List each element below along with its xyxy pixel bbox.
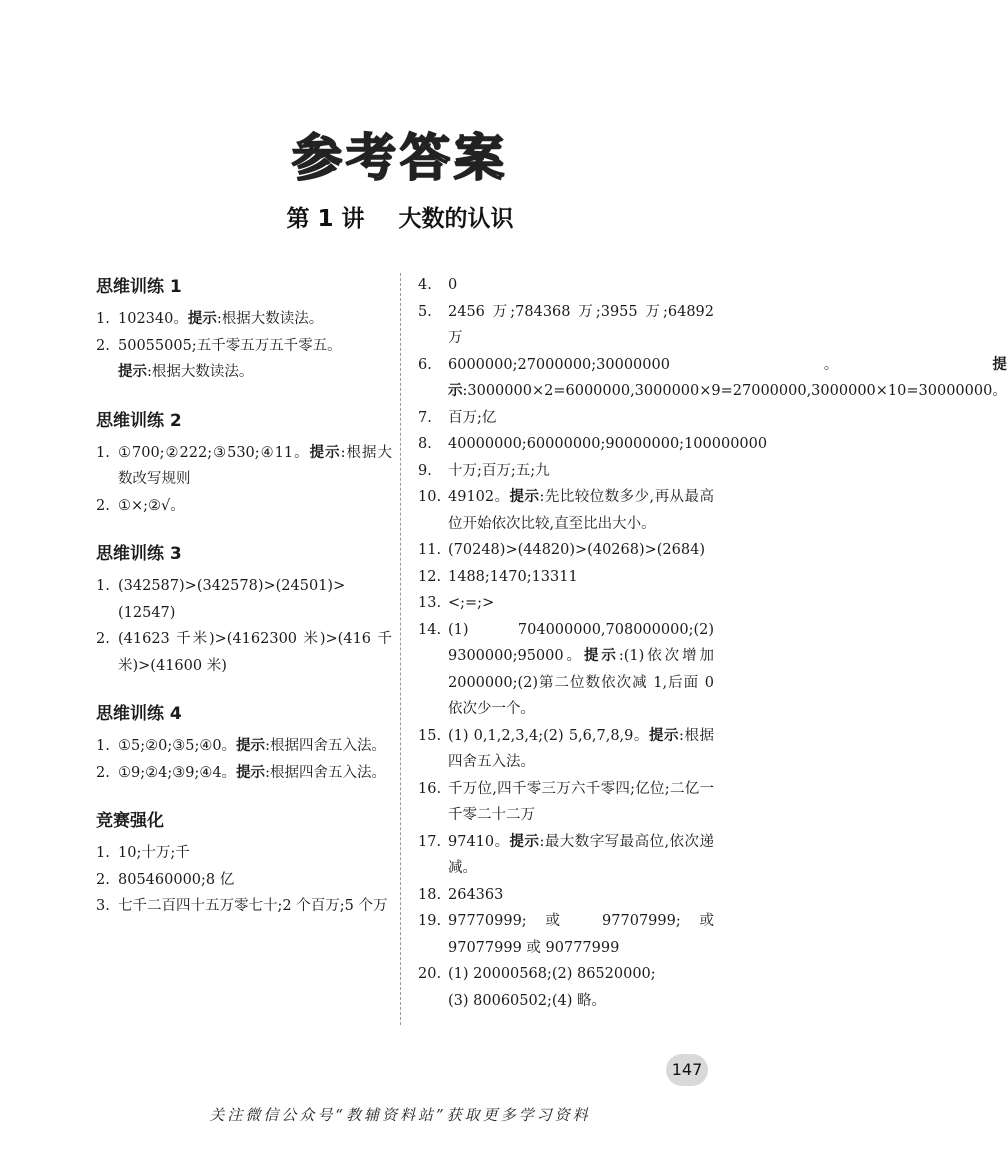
section-training-4 — [96, 699, 392, 786]
hint-label: 提示 — [118, 364, 147, 380]
item-number: 15. — [418, 727, 442, 744]
hint-label: 提示 — [187, 311, 217, 327]
answer-item — [418, 564, 714, 591]
lecture-name: 大数的认识 — [398, 206, 514, 232]
answer-item — [96, 840, 392, 867]
hint-label: 提示 — [509, 489, 540, 505]
item-number: 17. — [418, 833, 442, 850]
item-text: 千万位,四千零三万六千零四;亿位;二亿一千零二十二万 — [448, 780, 714, 823]
item-text: ①×;②√。 — [118, 497, 185, 514]
section-training-1 — [96, 272, 392, 386]
hint-label: 提示 — [648, 727, 680, 744]
answer-item — [96, 626, 392, 679]
item-number: 2. — [96, 764, 110, 781]
item-number: 12. — [418, 568, 442, 585]
item-number: 5. — [418, 303, 432, 320]
item-text: (1) 20000568;(2) 86520000; (3) 80060502;(4) 略。 — [448, 966, 656, 1009]
item-number: 8. — [418, 436, 432, 452]
footer-note: 关注微信公众号“教辅资料站”获取更多学习资料 — [209, 1106, 591, 1124]
section-competition — [96, 806, 392, 920]
item-number: 19. — [418, 913, 442, 929]
item-text: 1488;1470;13311 — [448, 568, 578, 585]
section-heading: 竞赛强化 — [96, 811, 164, 831]
item-number: 16. — [418, 780, 442, 797]
item-text: 97410。提示:最大数字写最高位,依次递减。 — [448, 833, 714, 876]
item-text: (1) 704000000,708000000;(2) 9300000;95000。提示:(1)依次增加 2000000;(2)第二位数依次减 1,后面 0 依次少一个。 — [448, 621, 715, 717]
item-text: 0 — [448, 277, 458, 293]
item-text: 50055005;五千零五万五千零五。 提示:根据大数读法。 — [118, 337, 342, 380]
answer-item — [96, 867, 392, 894]
item-text: 97770999;或 97707999;或 97077999 或 90777999 — [448, 913, 714, 956]
item-number: 1. — [96, 578, 110, 594]
answer-item — [418, 431, 768, 458]
item-text: (342587)>(342578)>(24501)>(12547) — [118, 578, 346, 621]
page-number: 147 — [666, 1054, 708, 1086]
item-number: 20. — [418, 966, 442, 982]
item-text: 七千二百四十五万零七十;2 个百万;5 个万 — [118, 898, 388, 914]
item-number: 1. — [96, 444, 110, 461]
answer-item — [96, 333, 392, 386]
item-number: 1. — [96, 845, 110, 861]
item-text: ①700;②222;③530;④11。提示:根据大数改写规则 — [118, 444, 393, 487]
item-text: ①9;②4;③9;④4。提示:根据四舍五入法。 — [118, 764, 386, 781]
item-number: 4. — [418, 277, 432, 293]
right-column — [418, 272, 1007, 1014]
answer-item — [418, 961, 714, 1014]
hint-label: 提示 — [236, 764, 266, 781]
answer-item — [96, 733, 392, 760]
answer-item — [418, 458, 714, 485]
hint-label: 提示 — [236, 738, 266, 754]
item-number: 10. — [418, 489, 442, 505]
answer-item — [418, 537, 714, 564]
item-text: 10;十万;千 — [118, 845, 190, 861]
item-text: 264363 — [448, 886, 504, 903]
item-number: 14. — [418, 621, 442, 638]
answer-item — [96, 893, 392, 920]
item-text: 102340。提示:根据大数读法。 — [118, 311, 324, 327]
answer-item — [418, 484, 714, 537]
left-column — [96, 272, 392, 940]
answer-item — [418, 617, 714, 723]
answer-item — [96, 760, 392, 787]
answer-item — [96, 573, 392, 626]
answer-item — [418, 272, 714, 299]
item-number: 3. — [96, 898, 110, 914]
answer-item — [96, 493, 392, 520]
hint-label: 提示 — [509, 833, 540, 850]
item-number: 2. — [96, 337, 110, 354]
item-number: 9. — [418, 462, 432, 479]
answer-item — [418, 590, 714, 617]
column-divider — [400, 273, 401, 1025]
item-number: 1. — [96, 311, 110, 327]
answer-item — [96, 306, 392, 333]
item-number: 2. — [96, 497, 110, 514]
item-number: 7. — [418, 409, 432, 426]
item-text: <;=;> — [448, 595, 495, 611]
main-title: 参考答案 — [292, 129, 508, 187]
item-text: ①5;②0;③5;④0。提示:根据四舍五入法。 — [118, 738, 386, 754]
section-training-2 — [96, 406, 392, 520]
hint-label: 提示 — [309, 444, 341, 461]
hint-label: 提示 — [448, 356, 1007, 399]
item-text: 6000000;27000000;30000000。提示:3000000×2=6000000,3000000×9=27000000,3000000×10=30000000。 — [448, 356, 1007, 399]
lecture-title — [0, 200, 800, 233]
section-heading: 思维训练 1 — [96, 277, 182, 297]
section-training-3 — [96, 539, 392, 679]
item-text: 40000000;60000000;90000000;100000000 — [448, 436, 768, 452]
item-text: 49102。提示:先比较位数多少,再从最高位开始依次比较,直至比出大小。 — [448, 489, 714, 532]
item-number: 18. — [418, 886, 442, 903]
item-text: (41623 千米)>(4162300 米)>(416 千米)>(41600 米) — [118, 631, 392, 674]
item-text: (70248)>(44820)>(40268)>(2684) — [448, 542, 705, 558]
item-number: 2. — [96, 871, 110, 888]
item-number: 11. — [418, 542, 442, 558]
item-text: 2456 万;784368 万;3955 万;64892 万 — [448, 303, 714, 346]
section-heading: 思维训练 3 — [96, 544, 182, 564]
item-text: 十万;百万;五;九 — [448, 462, 550, 479]
item-text: (1) 0,1,2,3,4;(2) 5,6,7,8,9。提示:根据四舍五入法。 — [448, 727, 715, 770]
answer-item — [418, 723, 714, 776]
item-text: 805460000;8 亿 — [118, 871, 235, 888]
answer-item — [418, 299, 714, 352]
answer-item — [418, 882, 714, 909]
item-number: 2. — [96, 631, 110, 647]
answer-item — [418, 776, 714, 829]
item-number: 1. — [96, 738, 110, 754]
answer-item — [418, 829, 714, 882]
item-text: 百万;亿 — [448, 409, 497, 426]
answer-item — [418, 405, 714, 432]
section-heading: 思维训练 2 — [96, 410, 182, 431]
item-number: 13. — [418, 595, 442, 611]
answer-item — [418, 352, 1007, 405]
section-heading: 思维训练 4 — [96, 704, 182, 724]
lecture-number: 第 1 讲 — [286, 206, 365, 232]
answer-item — [96, 440, 392, 493]
item-number: 6. — [418, 356, 432, 373]
hint-label: 提示 — [583, 648, 619, 664]
answer-item — [418, 908, 714, 961]
